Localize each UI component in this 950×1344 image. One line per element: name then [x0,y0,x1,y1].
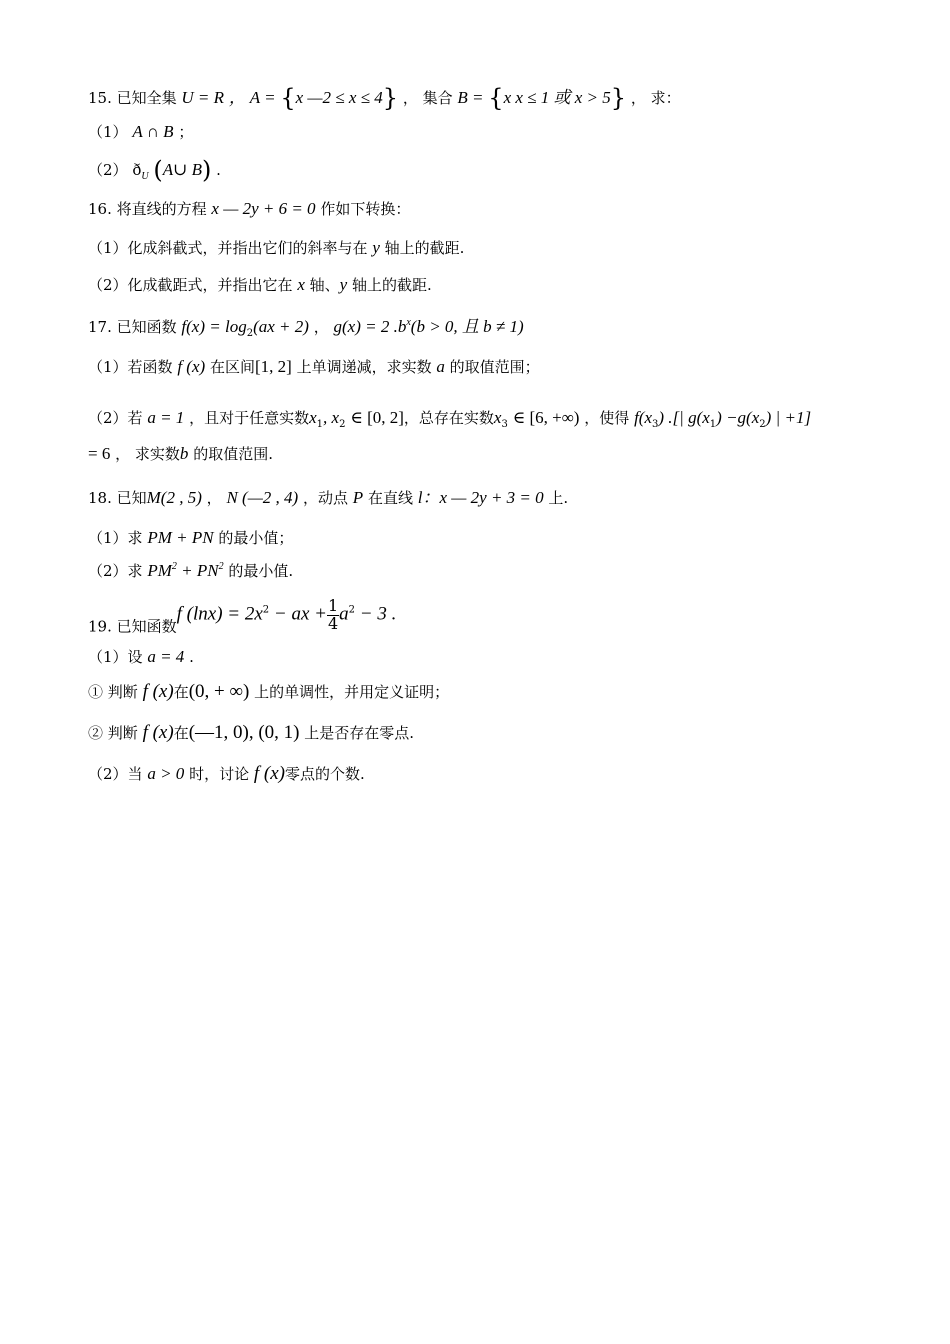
q17-part2-x3-sub: 3 [501,419,508,430]
q15-brace-open-icon: { [488,84,504,112]
q19-part1-end: . [189,648,194,666]
q15-brace-close-icon: } [382,84,399,112]
q15-part1 [88,122,193,142]
q18-part2-expr: $PM^2 + PN^2$ [147,561,224,580]
q16-part2-mid: 轴、 [309,276,340,294]
q17-part2-expr: f(x [634,408,652,427]
q19-func-rhs: a [339,603,349,625]
q15-set-b-label: B = [457,88,484,107]
q18-line: l：x — 2y + 3 = 0 [417,488,544,507]
q16-part2-text: （2）化成截距式，并指出它在 [88,276,293,294]
q17-part1 [88,357,540,377]
q16-part2-end: 轴上的截距. [352,276,432,294]
q15-brace-close-icon: } [610,84,627,112]
q16-part2 [88,275,432,295]
q15-part1-expr: A ∩ B [132,122,174,141]
q18-part1 [88,528,293,548]
q18-part2-b: 的最小值. [228,562,294,580]
q19-part1 [88,647,194,667]
q17-part2-f: 的取值范围. [193,445,273,463]
q19-case2-c: 上是否存在零点. [304,724,415,742]
q17-part2-comma: , [323,408,332,427]
q17-part2-x2-sub: 2 [339,419,346,430]
q18-stem [88,488,568,508]
q15-universal-set: U = R [181,88,225,107]
q19-func-lhs: f (lnx) = 2x [176,603,263,625]
q19-part2-a: （2）当 [88,765,143,783]
q18-mid: ，动点 [303,489,349,507]
q18-point-p: P [352,488,364,507]
q17-part2-x2: x [331,408,340,427]
q17-part2-expr-sub2: 2 [759,419,766,430]
q19-func-sup1: 2 [262,604,270,616]
q19-case1 [88,681,449,704]
q16-equation: x — 2y + 6 = 0 [211,199,316,218]
q19-part1-cond: a = 4 [147,647,185,666]
q19-stem-text: 19. 已知函数 [88,617,177,636]
q16-part1-y: y [372,238,380,257]
q15-part1-end: ； [178,123,194,141]
q15-paren-close-icon: ) [202,156,212,184]
q16-part2-x: x [297,275,305,294]
q17-part1-b: 在区间 [209,358,255,376]
q15-mid-text: ， 集合 [402,89,453,107]
q15-set-a: x —2 ≤ x ≤ 4 [295,88,383,107]
q19-part2-b: 时，讨论 [189,765,250,783]
q19-part2 [88,763,365,786]
q15-stem-text: 15. 已知全集 [88,89,177,107]
q18-part2 [88,561,293,581]
q17-part1-a: （1）若函数 [88,358,173,376]
q19-fraction [327,598,339,633]
q17-part2-x3: x [493,408,502,427]
q19-frac-num: 1 [327,596,339,615]
q17-part2-in1: ∈ [0, 2] [350,408,404,427]
q19-func-sup2: 2 [348,604,356,616]
q19-part2-f: f (x) [253,763,286,784]
q15-complement-sub: U [141,171,149,182]
q19-case1-a: ① 判断 [88,683,138,701]
q17-part2-b: ，且对于任意实数 [189,409,310,427]
q19-part1-a: （1）设 [88,648,143,666]
q15-part2-label: （2） [88,161,128,179]
q15-complement-symbol: ð [132,161,142,179]
q17-part2-eq: = 6 [88,444,111,463]
q15-part2-end: . [216,161,221,179]
q15-stem [88,84,681,113]
q17-part2-d: ，使得 [584,409,630,427]
q19-case1-b: 在 [173,683,189,701]
q19-frac-den: 4 [327,613,339,633]
q16-part1 [88,238,464,258]
q15-paren-open-icon: ( [153,156,163,184]
q19-case2-a: ② 判断 [88,724,138,742]
q17-stem-text: 17. 已知函数 [88,318,177,336]
q15-brace-open-icon: { [280,84,296,112]
q17-part2-expr-mid2: ) −g(x [716,408,760,427]
q17-part2-c: ，总存在实数 [403,409,494,427]
q17-f-def-b: (ax + 2) [253,317,309,336]
q17-part2-expr-end: ) | +1] [765,408,812,427]
q17-part2-in2: ∈ [6, +∞) [512,408,580,427]
q17-part2-line1 [88,408,811,431]
q17-f-def-sub: 2 [246,328,254,339]
q16-stem-text: 16. 将直线的方程 [88,200,207,218]
q17-part2-e: ， 求实数 [115,445,180,463]
q19-case2-b: 在 [173,724,189,742]
q19-part2-c: 零点的个数. [285,765,365,783]
q15-set-b: x x ≤ 1 或 x > 5 [503,88,611,107]
q17-part1-f: f (x) [177,357,206,376]
q17-part2-x1-sub: 1 [316,419,324,430]
q17-part2-expr-sub1: 1 [709,419,717,430]
q19-case2 [88,722,414,745]
q17-part2-x1: x [309,408,317,427]
q15-part1-label: （1） [88,123,128,141]
q15-tail: ， 求： [630,89,681,107]
q18-part2-a: （2）求 [88,562,143,580]
q18-sep: ， [206,489,222,507]
q18-stem-text: 18. 已知 [88,489,147,507]
q17-f-def-a: f(x) = log [181,317,247,336]
q15-set-a-label: ， A = [228,88,276,107]
q19-case2-interval: (—1, 0), (0, 1) [188,722,300,743]
q17-part2-line2 [88,444,273,464]
q17-part2-a: （2）若 [88,409,143,427]
q17-part2-var: b [179,444,189,463]
q18-part1-expr: PM + PN [147,528,214,547]
q16-part1-end: 轴上的截距. [384,239,465,257]
q17-stem [88,317,524,340]
q18-end: 上. [548,489,569,507]
q17-part2-cond: a = 1 [147,408,185,427]
q17-g-sup: x [406,317,411,328]
q17-part1-d: 的取值范围； [449,358,540,376]
q17-g-cond: (b > 0, 且 b ≠ 1) [410,317,524,336]
q17-part1-var: a [436,357,445,376]
q17-part1-interval: [1, 2] [254,357,292,376]
q19-case1-interval: (0, + ∞) [188,681,250,702]
q16-stem-end: 作如下转换： [320,200,411,218]
q19-stem [88,598,396,635]
q17-part2-expr-sub3: 3 [652,419,659,430]
q16-part2-y: y [339,275,348,294]
q17-part1-c: 上单调递减，求实数 [296,358,432,376]
q17-sep: ， [313,318,329,336]
q19-case2-f: f (x) [142,722,174,743]
q19-func-mid: − ax + [269,603,327,625]
q18-mid2: 在直线 [367,489,413,507]
q18-part1-a: （1）求 [88,529,143,547]
q19-case1-c: 上的单调性，并用定义证明； [254,683,450,701]
q19-part2-cond: a > 0 [147,764,185,783]
q17-part2-expr-mid: ) .[| g(x [658,408,710,427]
q17-g-def: g(x) = 2 .b [333,317,407,336]
q19-func-end: − 3 . [355,603,397,625]
q18-point-n: N (—2 , 4) [226,488,299,507]
q15-part2 [88,156,221,185]
q16-part1-text: （1）化成斜截式，并指出它们的斜率与在 [88,239,368,257]
q18-part1-b: 的最小值； [218,529,294,547]
q18-point-m: M(2 , 5) [146,488,202,507]
q16-stem [88,199,410,219]
q15-part2-expr: A∪ B [162,160,203,179]
q19-case1-f: f (x) [142,681,174,702]
